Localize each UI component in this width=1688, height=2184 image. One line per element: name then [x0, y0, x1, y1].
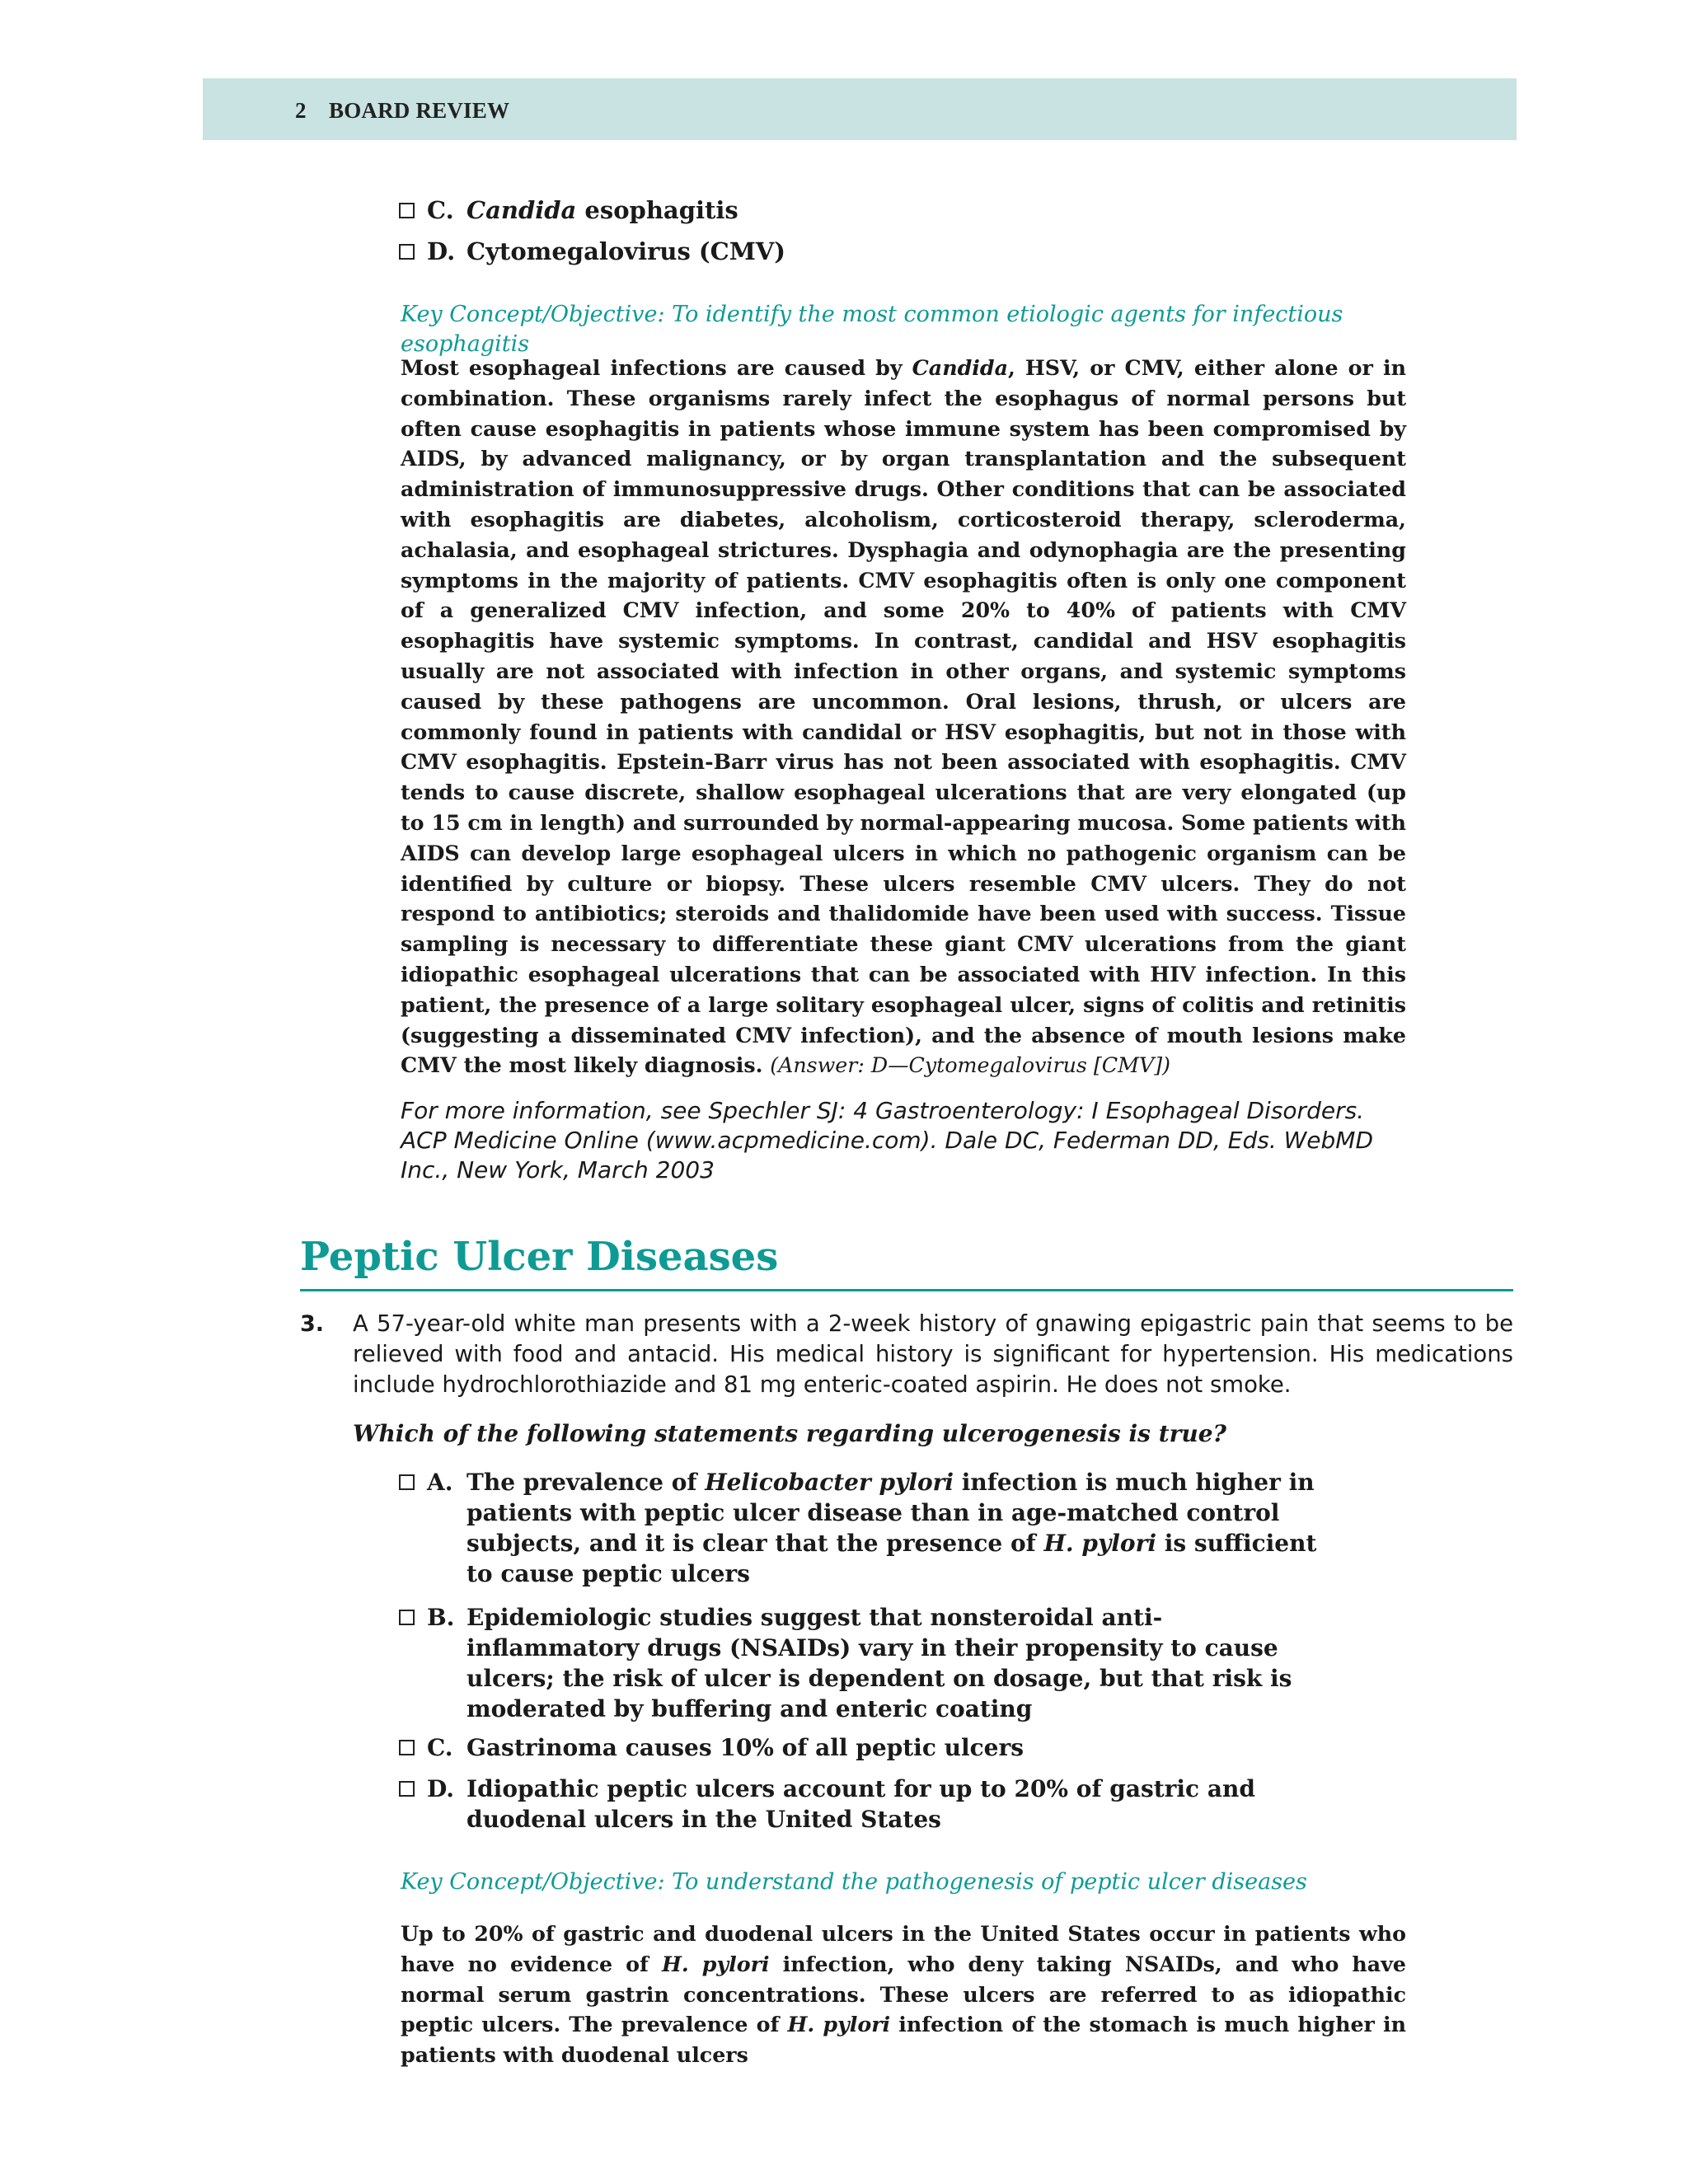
option-text: Epidemiologic studies suggest that nonsteroidal anti-inflammatory drugs (NSAIDs) vary in their propensity to cause ulcers; the risk of ulcer is dependent on dosage, but that risk is moderated by buffering and enteric coating	[467, 1604, 1292, 1722]
checkbox-icon[interactable]	[399, 1474, 415, 1490]
section-divider	[300, 1289, 1513, 1291]
option-text: The prevalence of Helicobacter pylori infection is much higher in patients with peptic ulcer disease than in age-matched control subjects, and it is clear that the presence of H. pylori is sufficient to cause peptic ulcers	[467, 1469, 1317, 1587]
section-title: Peptic Ulcer Diseases	[300, 1234, 779, 1280]
option-letter: D.	[427, 237, 456, 265]
option-text: Gastrinoma causes 10% of all peptic ulcers	[467, 1734, 1024, 1761]
question-prompt: Which of the following statements regarding ulcerogenesis is true?	[353, 1420, 1226, 1447]
running-header	[203, 78, 1517, 140]
option-letter: C.	[427, 1734, 453, 1761]
q2-reference: For more information, see Spechler SJ: 4 Gastroenterology: I Esophageal Disorders. ACP Medicine Online (www.acpmedicine.com). Dale DC, Federman DD, Eds. WebMD Inc., New York, March 2003	[401, 1097, 1374, 1183]
option-letter: D.	[427, 1775, 455, 1802]
option-letter: B.	[427, 1604, 455, 1631]
page-number: 2	[295, 98, 307, 123]
checkbox-icon[interactable]	[399, 1610, 415, 1625]
q3-explanation: Up to 20% of gastric and duodenal ulcers in the United States occur in patients who have no evidence of H. pylori infection, who deny taking NSAIDs, and who have normal serum gastrin concentrations. These ulcers are referred to as idiopathic peptic ulcers. The prevalence of H. pylori infection of the stomach is much higher in patients with duodenal ulcers	[401, 1921, 1407, 2068]
q2-key-concept: Key Concept/Objective: To identify the most common etiologic agents for infectious esophagitis	[401, 302, 1343, 357]
checkbox-icon[interactable]	[399, 244, 415, 260]
q3-key-concept: Key Concept/Objective: To understand the pathogenesis of peptic ulcer diseases	[401, 1869, 1307, 1895]
q2-answer: (Answer: D—Cytomegalovirus [CMV])	[770, 1053, 1171, 1078]
option-letter: C.	[427, 196, 454, 224]
question-number: 3.	[300, 1311, 325, 1337]
q2-explanation: Most esophageal infections are caused by Candida, HSV, or CMV, either alone or in combination. These organisms rarely infect the esophagus of normal persons but often cause esophagitis in patients whose immune system has been compromised by AIDS, by advanced malignancy, or by organ transplantation and the subsequent administration of immunosuppressive drugs. Other conditions that can be associated with esophagitis are diabetes, alcoholism, corticosteroid therapy, scleroderma, achalasia, and esophageal strictures. Dysphagia and odynophagia are the presenting symptoms in the majority of patients. CMV esophagitis often is only one component of a generalized CMV infection, and some 20% to 40% of patients with CMV esophagitis have systemic symptoms. In contrast, candidal and HSV esophagitis usually are not associated with infection in other organs, and systemic symptoms caused by these pathogens are uncommon. Oral lesions, thrush, or ulcers are commonly found in patients with candidal or HSV esophagitis, but not in those with CMV esophagitis. Epstein-Barr virus has not been associated with esophagitis. CMV tends to cause discrete, shallow esophageal ulcerations that are very elongated (up to 15 cm in length) and surrounded by normal-appearing mucosa. Some patients with AIDS can develop large esophageal ulcers in which no pathogenic organism can be identified by culture or biopsy. These ulcers resemble CMV ulcers. They do not respond to antibiotics; steroids and thalidomide have been used with success. Tissue sampling is necessary to differentiate these giant CMV ulcerations from the giant idiopathic esophageal ulcerations that can be associated with HIV infection. In this patient, the presence of a large solitary esophageal ulcer, signs of colitis and retinitis (suggesting a disseminated CMV infection), and the absence of mouth lesions make CMV the most likely diagnosis. (Answer: D—Cytomegalovirus [CMV])	[401, 355, 1407, 1078]
question-stem: A 57-year-old white man presents with a 2-week history of gnawing epigastric pain that seems to be relieved with food and antacid. His medical history is significant for hypertension. His medications include hydrochlorothiazide and 81 mg enteric-coated aspirin. He does not smoke.	[353, 1310, 1513, 1398]
option-text: Idiopathic peptic ulcers account for up to 20% of gastric and duodenal ulcers in the United States	[467, 1775, 1255, 1833]
running-head-title: BOARD REVIEW	[329, 98, 510, 123]
option-letter: A.	[427, 1469, 453, 1496]
checkbox-icon[interactable]	[399, 1781, 415, 1797]
checkbox-icon[interactable]	[399, 203, 415, 218]
option-text: Cytomegalovirus (CMV)	[467, 237, 786, 265]
checkbox-icon[interactable]	[399, 1740, 415, 1755]
option-text: Candida esophagitis	[467, 196, 738, 224]
